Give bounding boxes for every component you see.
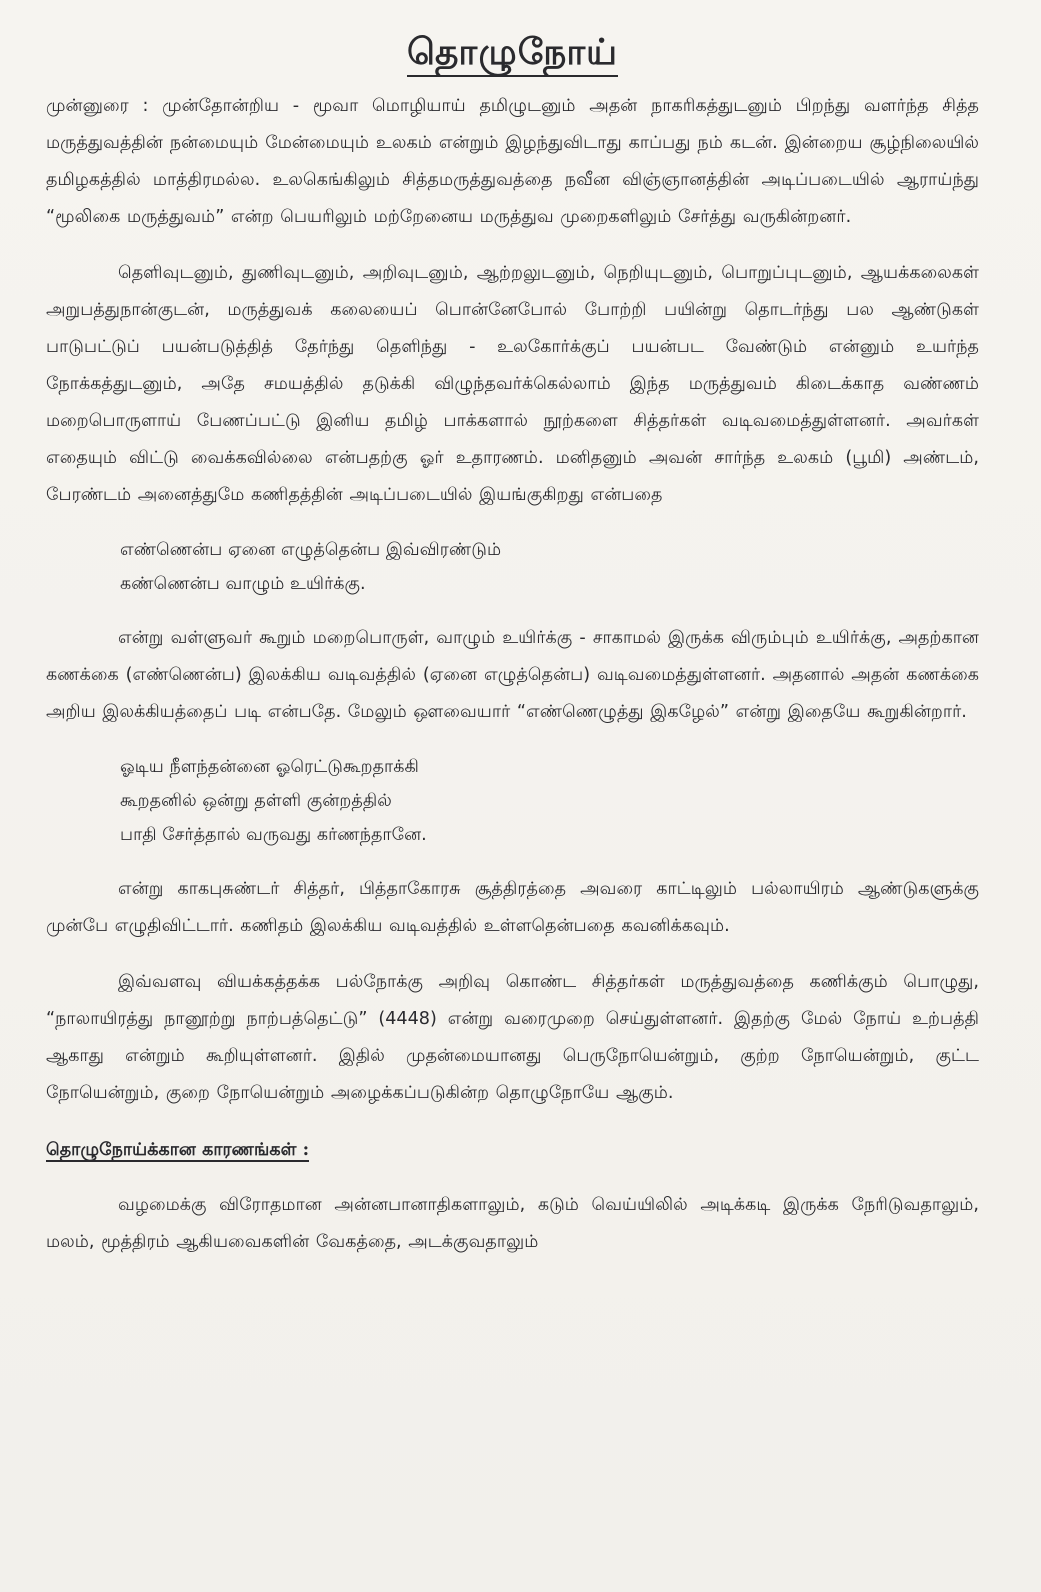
intro-label: முன்னுரை : xyxy=(46,96,149,116)
verse-line: பாதி சேர்த்தால் வருவது கர்ணந்தானே. xyxy=(120,825,427,845)
verse-kakabusundar xyxy=(46,750,979,852)
paragraph-siddha-tradition: தெளிவுடனும், துணிவுடனும், அறிவுடனும், ஆற்றலுடனும், நெறியுடனும், பொறுப்புடனும், ஆயக்கலைகள் அறுபத்துநான்குடன், மருத்துவக் கலையைப் பொன்னேபோல் போற்றி பயின்று தொடர்ந்து பல ஆண்டுகள் பாடுபட்டுப் பயன்படுத்தித் தேர்ந்து தெளிந்து - உலகோர்க்குப் பயன்பட வேண்டும் என்னும் உயர்ந்த நோக்கத்துடனும், அதே சமயத்தில் தடுக்கி விழுந்தவர்க்கெல்லாம் இந்த மருத்துவம் கிடைக்காத வண்ணம் மறைபொருளாய் பேணப்பட்டு இனிய தமிழ் பாக்களால் நூற்களை சித்தர்கள் வடிவமைத்துள்ளனர். அவர்கள் எதையும் விட்டு வைக்கவில்லை என்பதற்கு ஓர் உதாரணம். மனிதனும் அவன் சார்ந்த உலகம் (பூமி) அண்டம், பேரண்டம் அனைத்துமே கணிதத்தின் அடிப்படையில் இயங்குகிறது என்பதை xyxy=(46,263,979,505)
verse-line: எண்ணென்ப ஏனை எழுத்தென்ப இவ்விரண்டும் xyxy=(120,540,502,560)
paragraph-valluvar-meaning: என்று வள்ளுவர் கூறும் மறைபொருள், வாழும் உயிர்க்கு - சாகாமல் இருக்க விரும்பும் உயிர்க்கு, அதற்கான கணக்கை (எண்ணென்ப) இலக்கிய வடிவத்தில் (ஏனை எழுத்தென்ப) வடிவமைத்துள்ளனர். அதனால் அதன் கணக்கை அறிய இலக்கியத்தைப் படி என்பதே. மேலும் ஔவையார் “எண்ணெழுத்து இகழேல்” என்று இதையே கூறுகின்றார். xyxy=(46,628,979,722)
document-title-text: தொழுநோய் xyxy=(407,31,618,77)
section-heading-causes xyxy=(46,1131,979,1168)
verse-line: கூறதனில் ஒன்று தள்ளி குன்றத்தில் xyxy=(120,791,392,811)
paragraph-4448-diseases: இவ்வளவு வியக்கத்தக்க பல்நோக்கு அறிவு கொண்ட சித்தர்கள் மருத்துவத்தை கணிக்கும் பொழுது, “நாலாயிரத்து நானூற்று நாற்பத்தெட்டு” (4448) என்று வரைமுறை செய்துள்ளனர். இதற்கு மேல் நோய் உற்பத்தி ஆகாது என்றும் கூறியுள்ளனர். இதில் முதன்மையானது பெருநோயென்றும், குற்ற நோயென்றும், குட்ட நோயென்றும், குறை நோயென்றும் அழைக்கப்படுகின்ற தொழுநோயே ஆகும். xyxy=(46,972,979,1103)
verse-line: கண்ணென்ப வாழும் உயிர்க்கு. xyxy=(120,574,366,594)
intro-text: முன்தோன்றிய - மூவா மொழியாய் தமிழுடனும் அதன் நாகரிகத்துடனும் பிறந்து வளர்ந்த சித்த மருத்துவத்தின் நன்மையும் மேன்மையும் உலகம் என்றும் இழந்துவிடாது காப்பது நம் கடன். இன்றைய சூழ்நிலையில் தமிழகத்தில் மாத்திரமல்ல. உலகெங்கிலும் சித்தமருத்துவத்தை நவீன விஞ்ஞானத்தின் அடிப்படையில் ஆராய்ந்து “மூலிகை மருத்துவம்” என்ற பெயரிலும் மற்றேனைய மருத்துவ முறைகளிலும் சேர்த்து வருகின்றனர். xyxy=(46,96,979,227)
document-title xyxy=(46,30,979,74)
verse-valluvar xyxy=(46,533,979,601)
intro-paragraph xyxy=(46,88,979,236)
paragraph-pythagoras: என்று காகபுசுண்டர் சித்தர், பித்தாகோரசு சூத்திரத்தை அவரை காட்டிலும் பல்லாயிரம் ஆண்டுகளுக்கு முன்பே எழுதிவிட்டார். கணிதம் இலக்கிய வடிவத்தில் உள்ளதென்பதை கவனிக்கவும். xyxy=(46,879,979,936)
verse-line: ஓடிய நீளந்தன்னை ஓரெட்டுகூறதாக்கி xyxy=(120,757,419,777)
paragraph-causes: வழமைக்கு விரோதமான அன்னபானாதிகளாலும், கடும் வெய்யிலில் அடிக்கடி இருக்க நேரிடுவதாலும், மலம், மூத்திரம் ஆகியவைகளின் வேகத்தை, அடக்குவதாலும் xyxy=(46,1195,979,1252)
section-heading-text: தொழுநோய்க்கான காரணங்கள் : xyxy=(46,1139,310,1160)
